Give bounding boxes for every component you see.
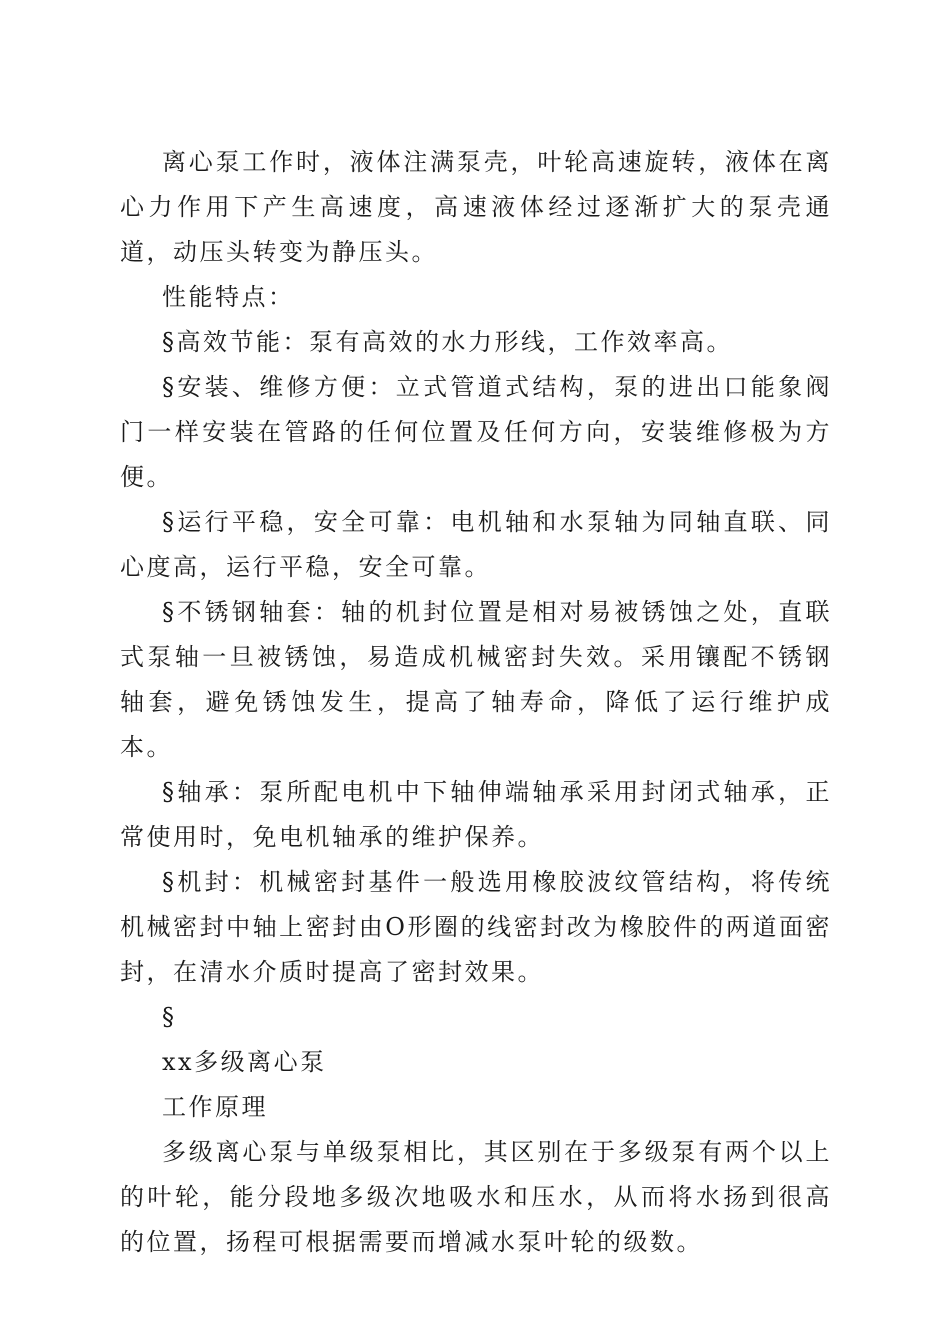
paragraph-feature-installation: §安装、维修方便：立式管道式结构，泵的进出口能象阀门一样安装在管路的任何位置及任何方向，安装维修极为方便。 (120, 373, 832, 491)
paragraph-working-principle-single: 离心泵工作时，液体注满泵壳，叶轮高速旋转，液体在离心力作用下产生高速度，高速液体经过逐渐扩大的泵壳通道，动压头转变为静压头。 (120, 148, 832, 266)
paragraph-working-principle-multistage: 多级离心泵与单级泵相比，其区别在于多级泵有两个以上的叶轮，能分段地多级次地吸水和压水，从而将水扬到很高的位置，扬程可根据需要而增减水泵叶轮的级数。 (120, 1138, 832, 1256)
paragraph-features-heading: 性能特点： (162, 283, 295, 311)
subsection-title-working-principle: 工作原理 (162, 1093, 268, 1121)
document-body (120, 140, 832, 1265)
paragraph-feature-sleeve: §不锈钢轴套：轴的机封位置是相对易被锈蚀之处，直联式泵轴一旦被锈蚀，易造成机械密封失效。采用镶配不锈钢轴套，避免锈蚀发生，提高了轴寿命，降低了运行维护成本。 (120, 598, 832, 761)
paragraph-feature-bearing: §轴承：泵所配电机中下轴伸端轴承采用封闭式轴承，正常使用时，免电机轴承的维护保养。 (120, 778, 832, 851)
paragraph-feature-stability: §运行平稳，安全可靠：电机轴和水泵轴为同轴直联、同心度高，运行平稳，安全可靠。 (120, 508, 832, 581)
section-title-multistage-pump: xx多级离心泵 (162, 1048, 327, 1076)
paragraph-section-mark: § (162, 1003, 177, 1031)
paragraph-feature-efficiency: §高效节能：泵有高效的水力形线，工作效率高。 (162, 328, 733, 356)
paragraph-feature-seal: §机封：机械密封基件一般选用橡胶波纹管结构，将传统机械密封中轴上密封由O形圈的线密封改为橡胶件的两道面密封，在清水介质时提高了密封效果。 (120, 868, 832, 986)
